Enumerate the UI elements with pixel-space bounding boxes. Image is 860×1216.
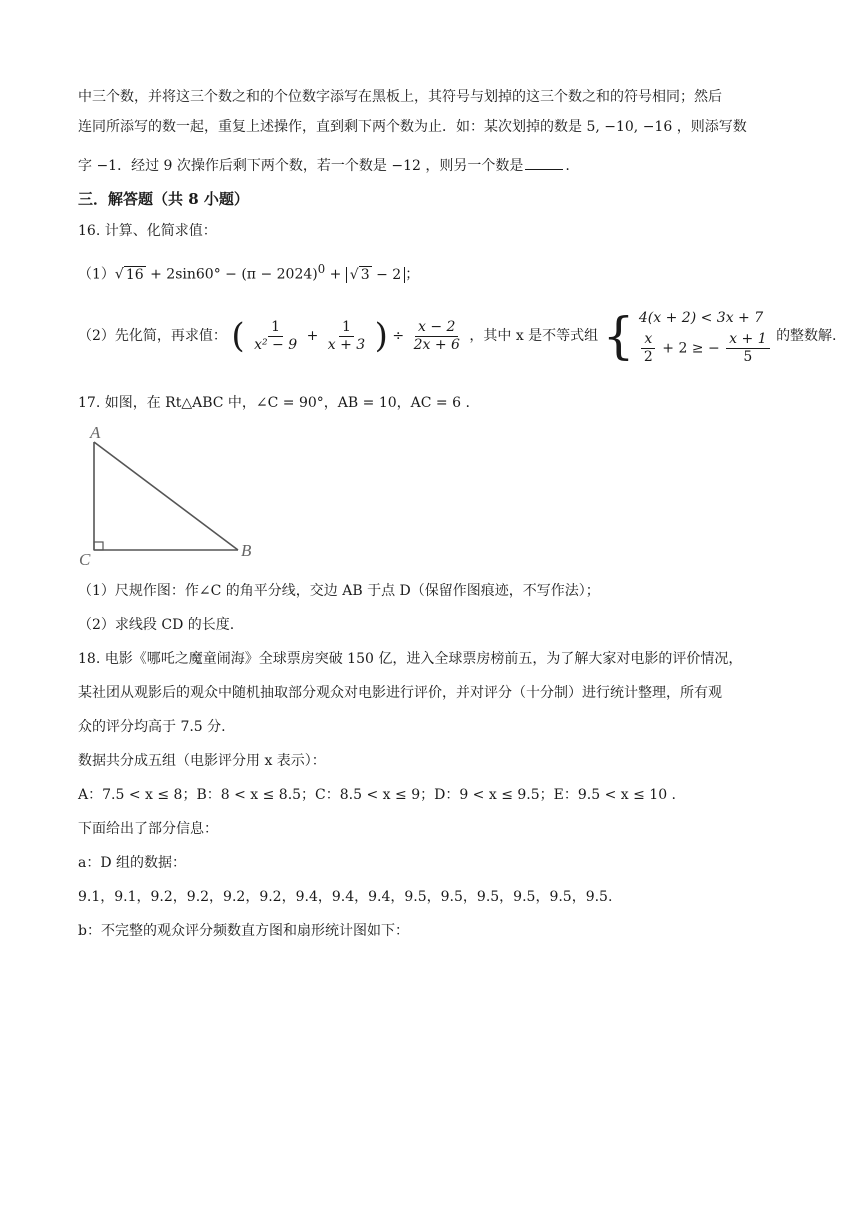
inequality-1: 4(x + 2) < 3x + 7 [638,310,764,326]
intro-line-1: 中三个数，并将这三个数之和的个位数字添写在黑板上，其符号与划掉的这三个数之和的符号相同；然后 [78,89,722,105]
side-ab [94,442,238,550]
intro-line-3 [78,155,570,177]
q18-line-1: 18. 电影《哪吒之魔童闹海》全球票房突破 150 亿，进入全球票房榜前五，为了解大家对电影的评价情况， [78,651,743,667]
q18-line-3: 众的评分均高于 7.5 分. [78,719,226,735]
ineq2-frac-1-num: x [641,331,655,349]
q18-b-label: b：不完整的观众评分频数直方图和扇形统计图如下： [78,923,409,939]
intro-line-2: 连同所添写的数一起，重复上述操作，直到剩下两个数为止．如：某次划掉的数是 5, −10, −16 ，则添写数 [78,119,747,135]
q16-p1-exp: 0 [317,262,326,276]
fraction-3 [411,319,463,354]
label-b: B [241,541,252,560]
q17-part1: （1）尺规作图：作∠C 的角平分线，交边 AB 于点 D（保留作图痕迹，不写作法）； [78,583,600,599]
fraction-1-den: x² − 9 [254,336,298,353]
inequality-system [639,306,772,366]
q16-p1-mid: + 2sin60° − [150,266,242,283]
ineq2-mid: + 2 ≥ − [662,340,720,357]
system-brace: { [602,307,635,365]
q17-part2: （2）求线段 CD 的长度. [78,617,235,633]
ineq2-frac-1 [641,331,656,366]
section-title: 三．解答题（共 8 小题） [78,190,249,208]
q18-groups: A：7.5 < x ≤ 8；B：8 < x ≤ 8.5；C：8.5 < x ≤ 9；D：9 < x ≤ 9.5；E：9.5 < x ≤ 10 . [78,787,677,803]
intro-line-3-text: 字 −1．经过 9 次操作后剩下两个数，若一个数是 −12 ，则另一个数是 [78,158,524,174]
triangle-figure [78,420,278,570]
intro-line-3-end: . [565,158,570,174]
answer-blank [525,155,563,170]
q18-info: 下面给出了部分信息： [78,821,218,837]
q18-line-4: 数据共分成五组（电影评分用 x 表示）： [78,753,326,769]
fraction-2 [325,319,368,354]
sqrt-sign: √ [349,266,359,283]
fraction-1-num: 1 [268,319,283,337]
fraction-2-num: 1 [339,319,354,337]
label-c: C [79,550,91,569]
ineq2-frac-2 [726,331,769,366]
q16-p1-paren: (π − 2024) [241,266,318,283]
fraction-1 [251,319,300,354]
q16-part1 [78,258,419,286]
q18-d-data: 9.1，9.1，9.2，9.2，9.2，9.2，9.4，9.4，9.4，9.5，9.5，9.5，9.5，9.5，9.5. [78,889,613,905]
left-paren: ( [231,316,245,356]
fraction-2-den: x + 3 [327,336,366,353]
q17-stem: 17. 如图，在 Rt△ABC 中，∠C = 90°，AB = 10，AC = 6 . [78,395,470,411]
ineq2-frac-2-num: x + 1 [726,331,769,349]
fraction-3-num: x − 2 [415,319,458,337]
q16-p1-sqrt: 16 [125,266,144,283]
right-paren: ) [374,316,388,356]
ineq2-frac-1-den: 2 [643,349,653,365]
q16-p2-mid: ，其中 x 是不等式组 [469,328,599,344]
q16-part2: （2）先化简，再求值： ( $\frac{1}{\text{x² − 9}}$ + $\frac{1}{x + 3}$ ) ÷ $\frac{x - 2}{2x + 6}$ ，其中 x 是不等式组 { 4(x + 2) < 3x + 7 $\frac{x}{2}$ + 2 ≥ − $\frac{x + 1}{5}$ 的整数解. [78,307,837,365]
fraction-3-den: 2x + 6 [413,336,460,353]
q18-line-2: 某社团从观影后的观众中随机抽取部分观众对电影进行评价，并对评分（十分制）进行统计整理，所有观 [78,685,722,701]
q16-p1-plus: + [329,266,342,283]
div-sign: ÷ [392,328,405,344]
q16-p2-end: 的整数解. [776,328,837,344]
q18-a-label: a：D 组的数据： [78,855,187,871]
q16-p1-abs-rest: − 2 [371,266,402,283]
q16-p1-label: （1） [78,266,115,283]
q16-stem: 16. 计算、化简求值： [78,223,217,239]
q16-p2-label: （2）先化简，再求值： [78,328,227,344]
sqrt-sign: √ [114,266,124,283]
ineq2-frac-2-den: 5 [743,349,753,365]
q16-p1-end: ； [405,266,420,283]
inequality-2 [639,331,772,366]
q16-p1-abs-sqrt: 3 [360,266,370,283]
label-a: A [90,423,101,442]
right-angle-mark [94,542,103,550]
q16-p1-abs [346,267,405,283]
